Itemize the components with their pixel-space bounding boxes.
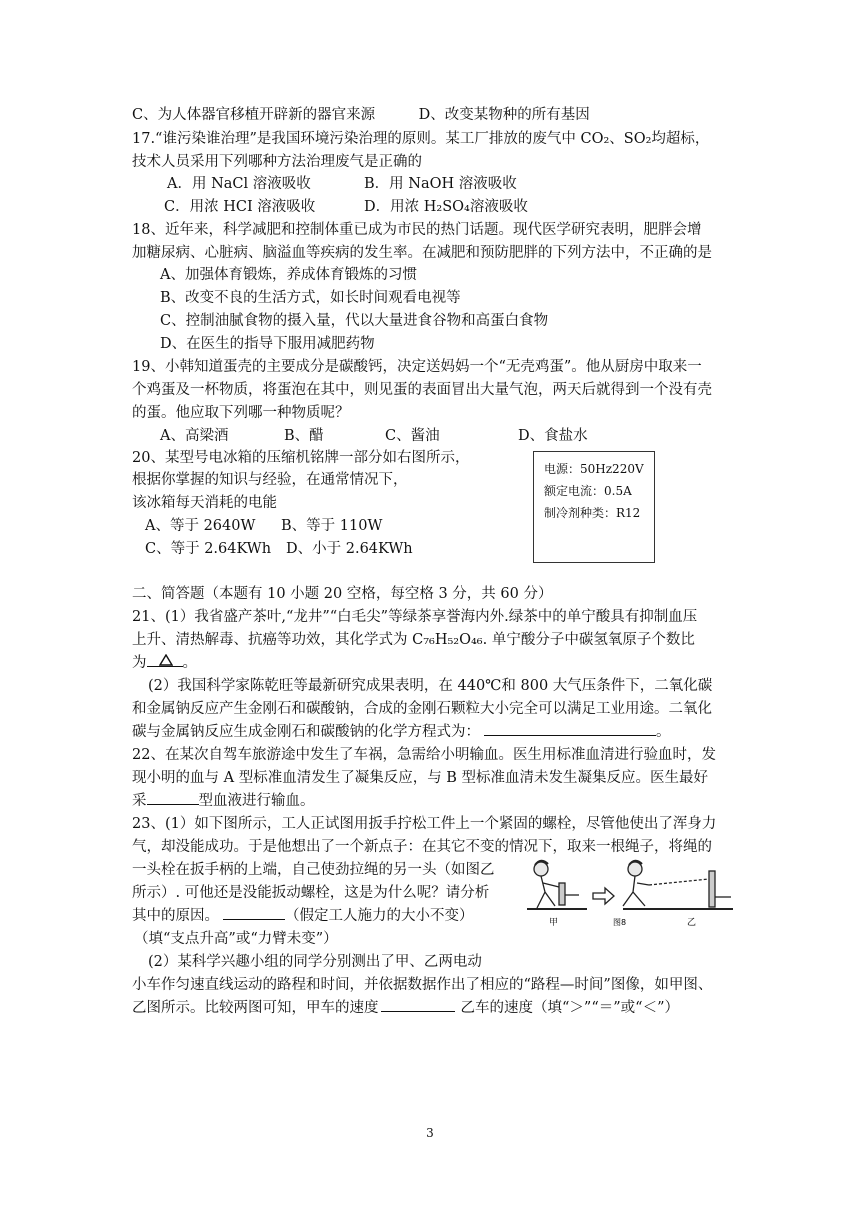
nameplate-current: 额定电流：0.5A bbox=[544, 484, 632, 498]
q19-option-a: A、高梁酒 bbox=[160, 428, 229, 444]
compressor-nameplate bbox=[533, 451, 655, 563]
q21-2-answer-blank[interactable] bbox=[484, 721, 656, 736]
q21-1-line3 bbox=[132, 652, 197, 674]
figure-label-fig8: 图8 bbox=[613, 918, 627, 927]
q23-1-line2: 气，却没能成功。于是他想出了一个新点子：在其它不变的情况下，取来一根绳子，将绳的 bbox=[132, 839, 712, 855]
q19-option-b: B、醋 bbox=[284, 428, 324, 444]
q21-1-line2: 上升、清热解毒、抗癌等功效，其化学式为 C₇₆H₅₂O₄₆. 单宁酸分子中碳氢氧原子个数比 bbox=[132, 632, 695, 648]
q23-1-line1: 23、(1）如下图所示，工人正试图用扳手拧松工件上一个紧固的螺栓，尽管他使出了浑身力 bbox=[132, 816, 717, 832]
q23-2-answer-blank[interactable] bbox=[381, 997, 455, 1012]
nameplate-power: 电源：50Hz220V bbox=[544, 462, 644, 476]
q22-prefix: 采 bbox=[132, 793, 147, 809]
triangle-icon bbox=[159, 654, 173, 666]
figure-label-yi: 乙 bbox=[687, 918, 697, 928]
q22-answer-blank[interactable] bbox=[147, 790, 199, 805]
q17-stem-line2: 技术人员采用下列哪种方法治理废气是正确的 bbox=[132, 154, 422, 170]
q20-option-d: D、小于 2.64KWh bbox=[286, 541, 413, 557]
q20-option-b: B、等于 110W bbox=[281, 518, 383, 534]
q22-suffix: 型血液进行输血。 bbox=[198, 793, 315, 809]
q23-2-prefix: 乙图所示。比较两图可知，甲车的速度 bbox=[132, 1000, 379, 1016]
q21-2-line2: 和金属钠反应产生金刚石和碳酸钠，合成的金刚石颗粒大小完全可以满足工业用途。二氧化 bbox=[132, 701, 712, 717]
q17-option-d: D．用浓 H₂SO₄溶液吸收 bbox=[364, 199, 528, 215]
q23-1-line4: 所示）. 可他还是没能扳动螺栓，这是为什么呢？请分析 bbox=[132, 885, 490, 901]
worker-wrench-illustration bbox=[527, 861, 733, 909]
q23-2-suffix: 乙车的速度（填“＞”“＝”或“＜”） bbox=[460, 1000, 679, 1016]
q19-option-c: C、酱油 bbox=[385, 428, 440, 444]
q19-stem-line1: 19、小韩知道蛋壳的主要成分是碳酸钙，决定送妈妈一个“无壳鸡蛋”。他从厨房中取来一 bbox=[132, 359, 702, 375]
q21-1-prefix: 为 bbox=[132, 655, 147, 671]
q17-stem-line1: 17.“谁污染谁治理”是我国环境污染治理的原则。某工厂排放的废气中 CO₂、SO₂均超标， bbox=[132, 131, 710, 147]
q18-option-b: B、改变不良的生活方式，如长时间观看电视等 bbox=[160, 290, 461, 306]
q23-2-line3 bbox=[132, 997, 679, 1019]
q20-stem-line1: 20、某型号电冰箱的压缩机铭牌一部分如右图所示， bbox=[132, 450, 470, 466]
nameplate-refrigerant: 制冷剂种类：R12 bbox=[544, 506, 641, 520]
wrench-figure-8 bbox=[527, 857, 733, 931]
q18-option-d: D、在医生的指导下服用减肥药物 bbox=[160, 336, 375, 352]
section-2-heading: 二、简答题（本题有 10 小题 20 空格，每空格 3 分，共 60 分） bbox=[132, 586, 553, 602]
q16-options-cd: C、为人体器官移植开辟新的器官来源 D、改变某物种的所有基因 bbox=[132, 107, 590, 123]
q21-2-prefix: 碳与金属钠反应生成金刚石和碳酸钠的化学方程式为： bbox=[132, 724, 480, 740]
q23-1-hint: （填“支点升高”或“力臂未变”） bbox=[134, 931, 338, 947]
figure-label-jia: 甲 bbox=[549, 918, 559, 928]
q21-1-suffix: 。 bbox=[182, 655, 197, 671]
q18-stem-line2: 加糖尿病、心脏病、脑溢血等疾病的发生率。在减肥和预防肥胖的下列方法中，不正确的是 bbox=[132, 245, 712, 261]
q22-line2: 现小明的血与 A 型标准血清发生了凝集反应，与 B 型标准血清未发生凝集反应。医生最好 bbox=[132, 770, 709, 786]
q21-1-answer-blank[interactable] bbox=[147, 652, 183, 667]
q21-1-line1: 21、(1）我省盛产茶叶,“龙井”“白毛尖”等绿茶享誉海内外.绿茶中的单宁酸具有抑制血压 bbox=[132, 609, 698, 625]
q23-1-line3: 一头栓在扳手柄的上端，自己使劲拉绳的另一头（如图乙 bbox=[132, 862, 495, 878]
q23-1-line5 bbox=[132, 905, 474, 927]
q19-stem-line3: 的蛋。他应取下列哪一种物质呢？ bbox=[132, 405, 350, 421]
q22-line1: 22、在某次自驾车旅游途中发生了车祸，急需给小明输血。医生用标准血清进行验血时，发 bbox=[132, 747, 716, 763]
q21-2-suffix: 。 bbox=[656, 724, 671, 740]
q19-stem-line2: 个鸡蛋及一杯物质，将蛋泡在其中，则见蛋的表面冒出大量气泡，两天后就得到一个没有壳 bbox=[132, 382, 712, 398]
q18-option-a: A、加强体育锻炼，养成体育锻炼的习惯 bbox=[160, 267, 417, 283]
q23-2-line2: 小车作匀速直线运动的路程和时间，并依据数据作出了相应的“路程—时间”图像，如甲图、 bbox=[132, 977, 713, 993]
q20-stem-line3: 该冰箱每天消耗的电能 bbox=[132, 495, 277, 511]
q21-2-line1: (2）我国科学家陈乾旺等最新研究成果表明，在 440℃和 800 大气压条件下，二氧化碳 bbox=[148, 678, 713, 694]
q19-option-d: D、食盐水 bbox=[518, 428, 588, 444]
q23-2-line1: (2）某科学兴趣小组的同学分别测出了甲、乙两电动 bbox=[148, 954, 482, 970]
q20-option-a: A、等于 2640W bbox=[145, 518, 256, 534]
q18-option-c: C、控制油腻食物的摄入量，代以大量进食谷物和高蛋白食物 bbox=[160, 313, 549, 329]
q20-option-c: C、等于 2.64KWh bbox=[145, 541, 272, 557]
page-number: 3 bbox=[426, 1126, 434, 1140]
q17-option-a: A．用 NaCl 溶液吸收 bbox=[167, 176, 311, 192]
q20-stem-line2: 根据你掌握的知识与经验，在通常情况下， bbox=[132, 472, 408, 488]
q18-stem-line1: 18、近年来，科学减肥和控制体重已成为市民的热门话题。现代医学研究表明，肥胖会增 bbox=[132, 222, 702, 238]
q21-2-line3 bbox=[132, 721, 671, 743]
q23-1-suffix: （假定工人施力的大小不变） bbox=[285, 908, 474, 924]
q17-option-b: B．用 NaOH 溶液吸收 bbox=[364, 176, 517, 192]
q17-option-c: C．用浓 HCI 溶液吸收 bbox=[164, 199, 316, 215]
q23-1-answer-blank[interactable] bbox=[223, 905, 285, 920]
q22-line3 bbox=[132, 790, 315, 812]
q23-1-prefix: 其中的原因。 bbox=[132, 908, 219, 924]
